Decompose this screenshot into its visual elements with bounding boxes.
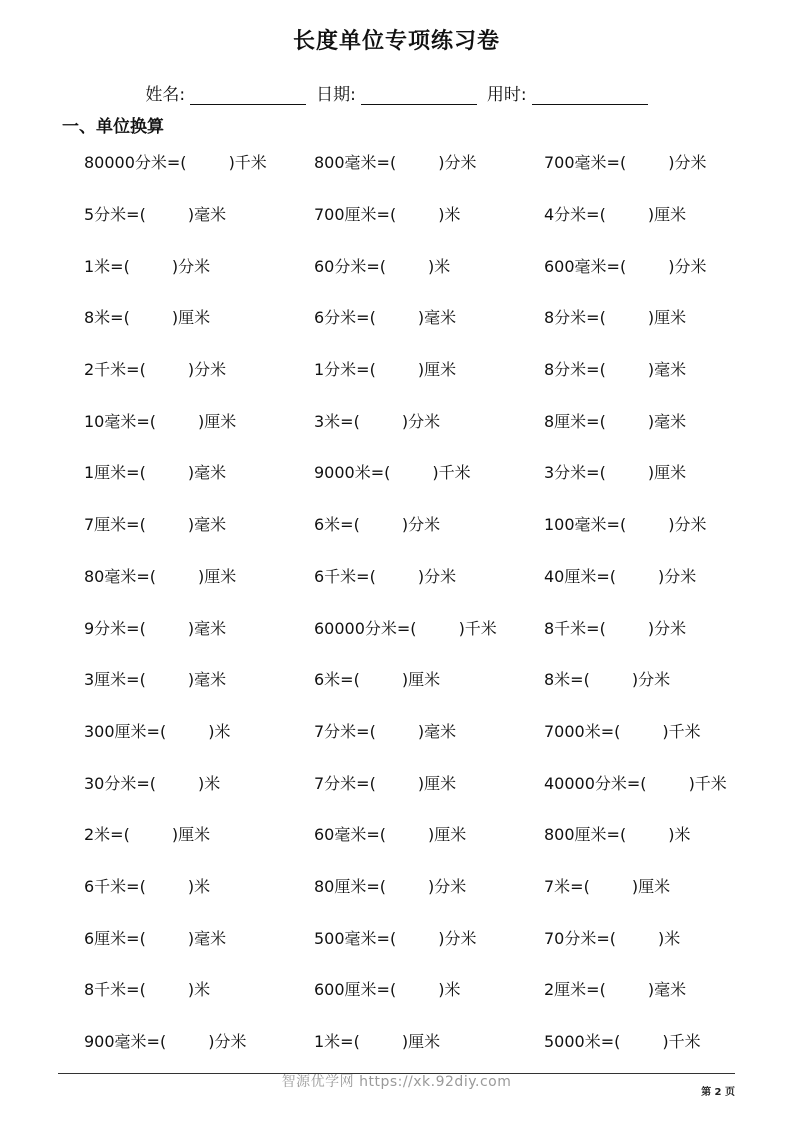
problem-left-text: 1米=( (84, 256, 130, 276)
conversion-problem (544, 667, 764, 690)
problem-left-text: 3米=( (314, 411, 360, 431)
problem-right-text: )厘米 (647, 205, 687, 225)
problem-left-text: 60000分米=( (314, 618, 417, 638)
conversion-problem (314, 667, 544, 690)
problem-left-text: 600毫米=( (544, 256, 627, 276)
problem-right-text: )分米 (647, 618, 687, 638)
problem-left-text: 2千米=( (84, 360, 146, 380)
problem-right-text: )毫米 (187, 205, 227, 225)
conversion-problem (84, 977, 314, 1000)
problem-left-text: 8千米=( (84, 980, 146, 1000)
problem-right-text: )厘米 (647, 308, 687, 328)
conversion-problem (84, 512, 314, 535)
conversion-problem (544, 460, 764, 483)
problem-row (84, 1015, 764, 1067)
problem-right-text: )毫米 (187, 928, 227, 948)
problem-row (84, 756, 764, 808)
problem-row (84, 394, 764, 446)
page-title: 长度单位专项练习卷 (292, 29, 500, 54)
conversion-problem (544, 512, 764, 535)
problem-row (84, 343, 764, 395)
problem-right-text: )厘米 (647, 463, 687, 483)
problem-left-text: 9000米=( (314, 463, 391, 483)
conversion-problem (314, 926, 544, 949)
conversion-problem (544, 616, 764, 639)
conversion-problem (84, 357, 314, 380)
problem-left-text: 8厘米=( (544, 411, 606, 431)
section-heading: 一、单位换算 (62, 117, 164, 137)
problem-right-text: )厘米 (198, 411, 237, 431)
problem-left-text: 70分米=( (544, 928, 617, 948)
conversion-problem (84, 771, 314, 794)
conversion-problem (314, 460, 544, 483)
problem-right-text: )毫米 (187, 670, 227, 690)
watermark: 智源优学网 https://xk.92diy.com (281, 1074, 512, 1090)
conversion-problem (84, 305, 314, 328)
time-field (487, 80, 648, 105)
problem-right-text: )分米 (401, 411, 441, 431)
problem-row (84, 446, 764, 498)
problem-right-text: )厘米 (631, 876, 671, 896)
problem-right-text: )厘米 (198, 566, 237, 586)
conversion-problem (84, 409, 314, 432)
problem-right-text: )厘米 (417, 773, 457, 793)
problem-left-text: 40000分米=( (544, 773, 647, 793)
problem-left-text: 800毫米=( (314, 153, 397, 173)
problem-left-text: 6米=( (314, 670, 360, 690)
conversion-problem (544, 357, 764, 380)
problem-left-text: 1米=( (314, 1032, 360, 1052)
problem-left-text: 7000米=( (544, 721, 621, 741)
problem-left-text: 6厘米=( (84, 928, 146, 948)
problem-right-text: )厘米 (417, 360, 457, 380)
conversion-problem (314, 977, 544, 1000)
problem-right-text: )米 (668, 825, 691, 845)
conversion-problem (84, 564, 314, 587)
problem-right-text: )米 (187, 980, 211, 1000)
problem-row (84, 808, 764, 860)
problem-left-text: 8米=( (544, 670, 590, 690)
conversion-problem (84, 460, 314, 483)
conversion-problem (314, 202, 544, 225)
problem-left-text: 3分米=( (544, 463, 606, 483)
problem-left-text: 6米=( (314, 515, 360, 535)
problem-right-text: )分米 (658, 566, 697, 586)
conversion-problem (314, 822, 544, 845)
problem-row (84, 860, 764, 912)
problem-right-text: )毫米 (647, 980, 687, 1000)
problem-left-text: 80厘米=( (314, 876, 387, 896)
problem-right-text: )分米 (631, 670, 671, 690)
problem-left-text: 80毫米=( (84, 566, 157, 586)
problem-right-text: )毫米 (647, 360, 687, 380)
problem-left-text: 1厘米=( (84, 463, 146, 483)
problem-row (84, 963, 764, 1015)
problem-right-text: )米 (208, 721, 231, 741)
problem-left-text: 700厘米=( (314, 205, 397, 225)
problem-left-text: 6分米=( (314, 308, 376, 328)
problem-row (84, 136, 764, 188)
problem-right-text: )分米 (668, 515, 707, 535)
problem-right-text: )分米 (668, 256, 707, 276)
problem-right-text: )米 (658, 928, 681, 948)
conversion-problem (314, 512, 544, 535)
conversion-problem (544, 822, 764, 845)
name-blank-line (190, 86, 306, 105)
problem-left-text: 7米=( (544, 876, 590, 896)
conversion-problem (544, 150, 764, 173)
conversion-problem (84, 202, 314, 225)
problem-right-text: )千米 (228, 153, 267, 173)
problem-right-text: )毫米 (187, 515, 227, 535)
conversion-problem (544, 202, 764, 225)
problem-left-text: 3厘米=( (84, 670, 146, 690)
conversion-problem (314, 616, 544, 639)
problem-left-text: 10毫米=( (84, 411, 157, 431)
problem-row (84, 653, 764, 705)
conversion-problem (314, 564, 544, 587)
student-info-row (0, 80, 793, 105)
problem-right-text: )分米 (438, 153, 477, 173)
conversion-problem (314, 1029, 544, 1052)
problem-right-text: )米 (428, 256, 451, 276)
problem-row (84, 705, 764, 757)
problem-right-text: )厘米 (171, 825, 211, 845)
problem-left-text: 7分米=( (314, 721, 376, 741)
problem-right-text: )分米 (428, 876, 467, 896)
problem-right-text: )分米 (187, 360, 227, 380)
problem-left-text: 40厘米=( (544, 566, 617, 586)
conversion-problem (314, 719, 544, 742)
problem-left-text: 7厘米=( (84, 515, 146, 535)
conversion-problem (314, 254, 544, 277)
name-label: 姓名: (145, 85, 186, 105)
problem-right-text: )千米 (662, 721, 701, 741)
conversion-problem (314, 771, 544, 794)
problem-grid (84, 136, 764, 1066)
conversion-problem (544, 926, 764, 949)
problem-right-text: )分米 (208, 1032, 247, 1052)
problem-left-text: 60毫米=( (314, 825, 387, 845)
problem-left-text: 8分米=( (544, 360, 606, 380)
conversion-problem (544, 305, 764, 328)
problem-row (84, 291, 764, 343)
problem-right-text: )毫米 (187, 463, 227, 483)
problem-right-text: )厘米 (171, 308, 211, 328)
problem-left-text: 2米=( (84, 825, 130, 845)
date-blank-line (361, 86, 477, 105)
name-field (145, 80, 306, 105)
problem-right-text: )千米 (662, 1032, 701, 1052)
problem-left-text: 700毫米=( (544, 153, 627, 173)
conversion-problem (314, 874, 544, 897)
conversion-problem (84, 822, 314, 845)
problem-right-text: )分米 (438, 928, 477, 948)
problem-right-text: )千米 (432, 463, 471, 483)
problem-right-text: )分米 (668, 153, 707, 173)
problem-left-text: 2厘米=( (544, 980, 606, 1000)
problem-left-text: 60分米=( (314, 256, 387, 276)
problem-right-text: )千米 (688, 773, 727, 793)
date-field (316, 80, 477, 105)
problem-left-text: 80000分米=( (84, 153, 187, 173)
problem-left-text: 800厘米=( (544, 825, 627, 845)
problem-left-text: 7分米=( (314, 773, 376, 793)
conversion-problem (84, 616, 314, 639)
conversion-problem (314, 409, 544, 432)
problem-right-text: )千米 (458, 618, 497, 638)
problem-left-text: 300厘米=( (84, 721, 167, 741)
problem-left-text: 6千米=( (84, 876, 146, 896)
problem-left-text: 5分米=( (84, 205, 146, 225)
problem-left-text: 5000米=( (544, 1032, 621, 1052)
problem-left-text: 500毫米=( (314, 928, 397, 948)
conversion-problem (544, 254, 764, 277)
conversion-problem (84, 1029, 314, 1052)
conversion-problem (544, 409, 764, 432)
problem-right-text: )分米 (417, 566, 457, 586)
problem-row (84, 601, 764, 653)
conversion-problem (544, 1029, 764, 1052)
problem-left-text: 6千米=( (314, 566, 376, 586)
page-number: 第 2 页 (701, 1087, 735, 1098)
problem-left-text: 8千米=( (544, 618, 606, 638)
problem-left-text: 100毫米=( (544, 515, 627, 535)
problem-left-text: 8米=( (84, 308, 130, 328)
conversion-problem (84, 874, 314, 897)
conversion-problem (84, 926, 314, 949)
conversion-problem (314, 150, 544, 173)
problem-row (84, 498, 764, 550)
problem-left-text: 9分米=( (84, 618, 146, 638)
conversion-problem (84, 719, 314, 742)
conversion-problem (544, 977, 764, 1000)
problem-left-text: 600厘米=( (314, 980, 397, 1000)
problem-right-text: )厘米 (428, 825, 467, 845)
conversion-problem (84, 254, 314, 277)
date-label: 日期: (316, 85, 356, 105)
problem-right-text: )米 (198, 773, 221, 793)
problem-right-text: )米 (438, 205, 461, 225)
time-label: 用时: (486, 85, 527, 105)
conversion-problem (544, 874, 764, 897)
conversion-problem (84, 150, 314, 173)
problem-right-text: )米 (187, 876, 211, 896)
problem-right-text: )毫米 (417, 308, 457, 328)
conversion-problem (544, 564, 764, 587)
problem-row (84, 239, 764, 291)
conversion-problem (544, 771, 764, 794)
problem-right-text: )分米 (401, 515, 441, 535)
problem-row (84, 188, 764, 240)
problem-left-text: 8分米=( (544, 308, 606, 328)
conversion-problem (314, 305, 544, 328)
problem-right-text: )毫米 (187, 618, 227, 638)
problem-right-text: )米 (438, 980, 461, 1000)
conversion-problem (84, 667, 314, 690)
problem-left-text: 4分米=( (544, 205, 606, 225)
conversion-problem (314, 357, 544, 380)
problem-right-text: )分米 (171, 256, 211, 276)
problem-left-text: 900毫米=( (84, 1032, 167, 1052)
problem-right-text: )厘米 (401, 670, 441, 690)
problem-row (84, 550, 764, 602)
problem-right-text: )厘米 (401, 1032, 441, 1052)
problem-right-text: )毫米 (647, 411, 687, 431)
problem-left-text: 30分米=( (84, 773, 157, 793)
time-blank-line (532, 86, 648, 105)
conversion-problem (544, 719, 764, 742)
problem-row (84, 911, 764, 963)
problem-left-text: 1分米=( (314, 360, 376, 380)
problem-right-text: )毫米 (417, 721, 457, 741)
